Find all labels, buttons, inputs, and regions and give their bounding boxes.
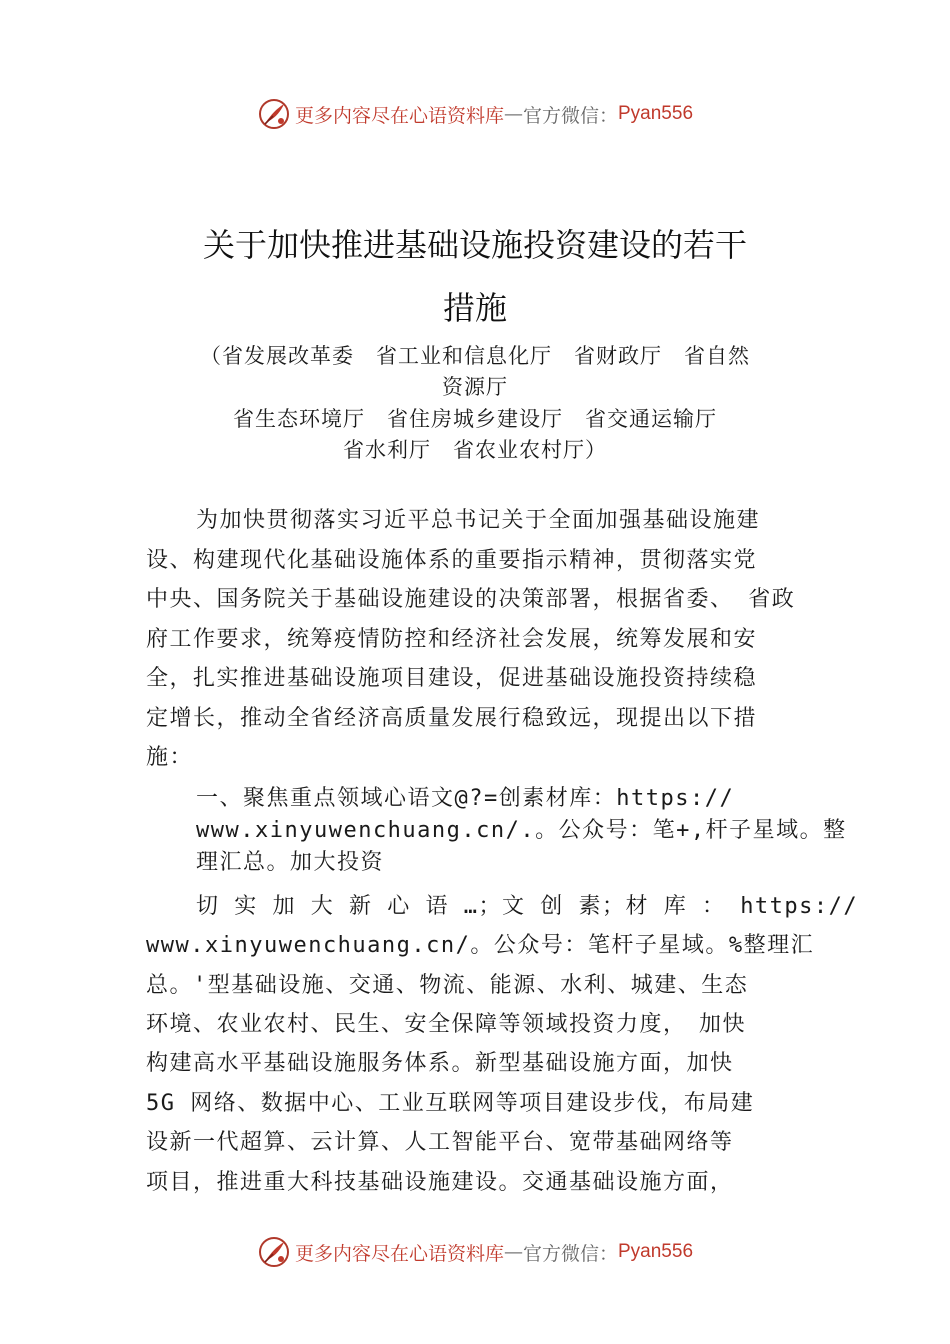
document-title-line-2: 措施: [442, 289, 507, 327]
paragraph-1-line: 设、构建现代化基础设施体系的重要指示精神，贯彻落实党: [146, 548, 758, 573]
banner-wechat-label: 官方微信：: [522, 1242, 618, 1265]
issuers-line-3: 省生态环境厅 省住房城乡建设厅 省交通运输厅: [233, 407, 717, 431]
paragraph-2-line: 设新一代超算、云计算、人工智能平台、宽带基础网络等: [146, 1130, 734, 1155]
banner-text: 更多内容尽在心语资料库: [294, 104, 504, 127]
banner-text: 更多内容尽在心语资料库: [294, 1242, 504, 1265]
issuers-line-1: （省发展改革委 省工业和信息化厅 省财政厅 省自然: [200, 344, 750, 368]
issuers-line-2: 资源厅: [442, 375, 508, 399]
banner-wechat-id: Pyan556: [618, 103, 694, 124]
banner-separator: —: [503, 103, 523, 125]
paragraph-2-line: www.xinyuwenchuang.cn/。公众号：笔杆子星域。%整理汇: [146, 933, 815, 958]
paragraph-2-line: 5G 网络、数据中心、工业互联网等项目建设步伐，布局建: [146, 1091, 755, 1116]
paragraph-2-line: 构建高水平基础设施服务体系。新型基础设施方面，加快: [146, 1051, 734, 1076]
header-banner: [0, 94, 950, 134]
issuers-line-4: 省水利厅 省农业农村厅）: [343, 438, 607, 462]
paragraph-1-line: 定增长，推动全省经济高质量发展行稳致远，现提出以下措: [146, 706, 758, 731]
document-title-line-1: 关于加快推进基础设施投资建设的若干: [202, 226, 747, 264]
banner-separator: —: [503, 1241, 523, 1263]
banner-wechat-label: 官方微信：: [522, 104, 618, 127]
footer-banner: [0, 1232, 950, 1272]
paragraph-2-line: 总。'型基础设施、交通、物流、能源、水利、城建、生态: [146, 973, 749, 998]
paragraph-1-line: 中央、国务院关于基础设施建设的决策部署，根据省委、 省政: [146, 587, 796, 612]
feather-pen-logo-icon: [257, 1235, 291, 1269]
paragraph-1-line: 府工作要求，统筹疫情防控和经济社会发展，统筹发展和安: [146, 627, 758, 652]
paragraph-2-line: 项目，推进重大科技基础设施建设。交通基础设施方面，: [146, 1170, 734, 1195]
paragraph-2-line: 切 实 加 大 新 心 语 …；文 创 素；材 库 ： https://: [196, 894, 859, 919]
paragraph-1-line: 为加快贯彻落实习近平总书记关于全面加强基础设施建: [196, 508, 761, 533]
section-1-heading-line: 一、聚焦重点领域心语文@?=创素材库：https://: [196, 786, 735, 811]
feather-pen-logo-icon: [257, 97, 291, 131]
banner-wechat-id: Pyan556: [618, 1241, 694, 1262]
paragraph-1-line: 施：: [146, 745, 194, 770]
section-1-heading-line: 理汇总。加大投资: [196, 850, 385, 875]
section-1-heading-line: www.xinyuwenchuang.cn/.。公众号：笔+,杆子星域。整: [196, 818, 847, 843]
paragraph-2-line: 环境、农业农村、民生、安全保障等领域投资力度， 加快: [146, 1012, 747, 1037]
paragraph-1-line: 全，扎实推进基础设施项目建设，促进基础设施投资持续稳: [146, 666, 758, 691]
